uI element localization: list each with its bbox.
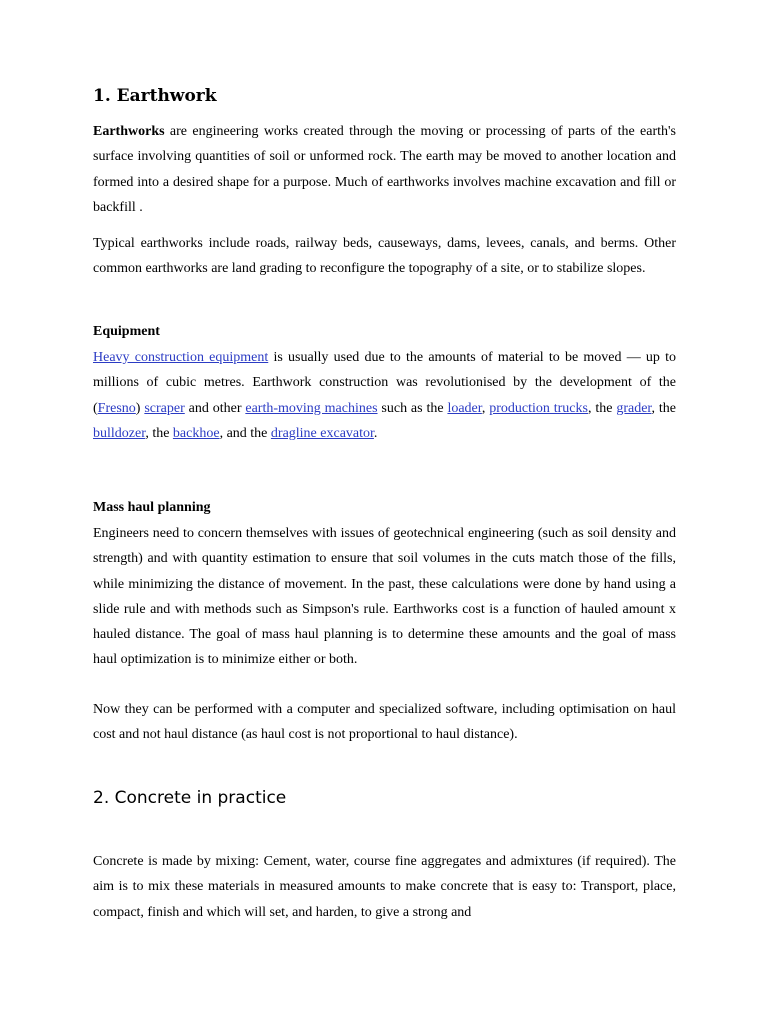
concrete-paragraph: Concrete is made by mixing: Cement, water, course fine aggregates and admixtures (if required). The aim is to mix these materials in measured amounts to make concrete that is easy to: Transport, place, compact, finish and which will set, and harden, to give a strong and (93, 854, 676, 920)
typical-earthworks-paragraph: Typical earthworks include roads, railway beds, causeways, dams, levees, canals, and berms. Other common earthworks are land grading to reconfigure the topography of a site, or to stabilize slopes. (93, 236, 676, 277)
link-heavy-construction-equipment[interactable]: Heavy construction equipment (93, 350, 269, 365)
equipment-heading: Equipment (93, 324, 160, 339)
equipment-text-9: , and the (219, 425, 271, 441)
mass-haul-heading: Mass haul planning (93, 500, 211, 515)
equipment-text-3: and other (184, 400, 246, 416)
equipment-paragraph (93, 345, 676, 446)
equipment-text-4: such as the (377, 400, 448, 416)
mass-haul-software-paragraph: Now they can be performed with a computer and specialized software, including optimisation on haul cost and not haul distance (as haul cost is not proportional to haul distance). (93, 702, 676, 743)
equipment-text-10: . (373, 425, 378, 441)
earthworks-term: Earthworks (93, 124, 165, 139)
earthworks-definition: are engineering works created through the moving or processing of parts of the earth's surface involving quantities of soil or unformed rock. The earth may be moved to another location and formed into a desired shape for a purpose. Much of earthworks involves machine excavation and fill or backfill . (93, 124, 676, 215)
link-dragline-excavator[interactable]: dragline excavator (270, 425, 374, 441)
equipment-text-1: is usually used due to the amounts of material to be moved — up to millions of cubic metres. Earthwork construction was revolutionised by the development of the ( (93, 350, 676, 416)
equipment-text-6: , the (587, 400, 617, 416)
link-earth-moving-machines[interactable]: earth-moving machines (245, 400, 378, 416)
section-heading-earthwork: 1. Earthwork (93, 86, 217, 106)
link-backhoe[interactable]: backhoe (172, 425, 220, 441)
link-bulldozer[interactable]: bulldozer (93, 425, 146, 441)
link-loader[interactable]: loader (447, 400, 482, 416)
link-grader[interactable]: grader (616, 400, 652, 416)
equipment-text-5: , (481, 400, 490, 416)
section-heading-concrete: 2. Concrete in practice (93, 788, 287, 808)
mass-haul-paragraph: Engineers need to concern themselves with issues of geotechnical engineering (such as soil density and strength) and with quantity estimation to ensure that soil volumes in the cuts match those of the fills, while minimizing the distance of movement. In the past, these calculations were done by hand using a slide rule and with methods such as Simpson's rule. Earthworks cost is a function of hauled amount x hauled distance. The goal of mass haul planning is to determine these amounts and the goal of mass haul optimization is to minimize either or both. (93, 526, 676, 668)
earthworks-paragraph (93, 119, 676, 220)
equipment-text-7: , the (651, 400, 677, 416)
link-scraper[interactable]: scraper (144, 400, 185, 416)
equipment-text-2: ) (135, 400, 145, 416)
equipment-text-8: , the (145, 425, 173, 441)
link-fresno[interactable]: Fresno (97, 400, 136, 416)
link-production-trucks[interactable]: production trucks (489, 400, 588, 416)
